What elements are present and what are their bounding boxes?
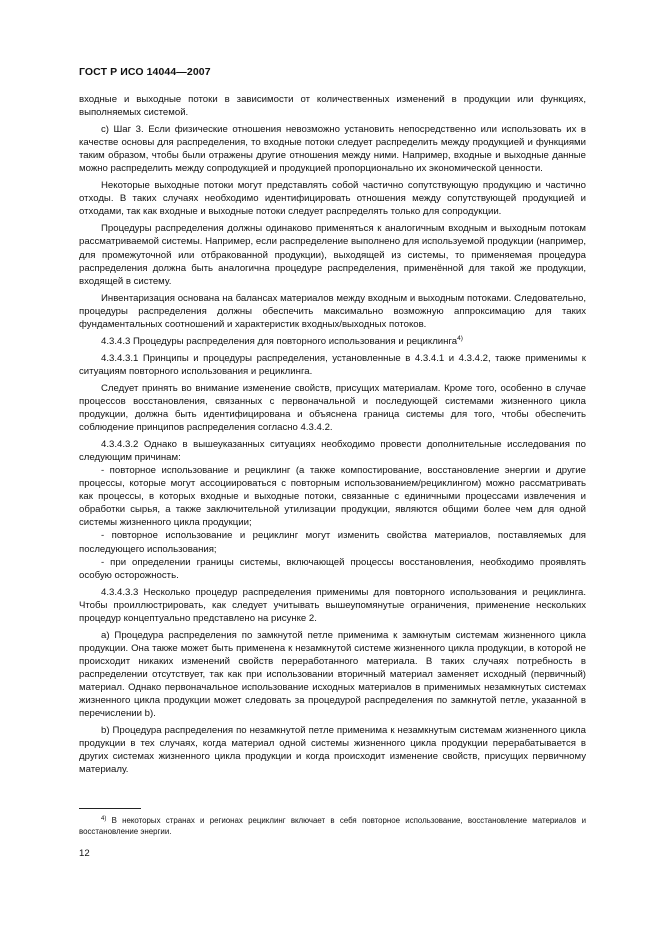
list-item-reuse-recycling: - повторное использование и рециклинг (а также компостирование, восстановление энергии и другие процессы, которые могут ассоциироваться с повторным использованием/рециклингом) можно рассматривать как процессы, в которых входные и выходные потоки, связанные с единичными процессами извлечения и обработки сырья, а также заключительной утилизации продукции, являются общими более чем для одной системы жизненного цикла продукции; [79, 465, 586, 529]
paragraph-material-properties: Следует принять во внимание изменение свойств, присущих материалам. Кроме того, особенно в случае процессов восстановления, связанных с первоначальной и последующей системами жизненного цикла продукции, должна быть идентифицирована и объяснена граница системы для того, чтобы обеспечить соблюдение принципов распределения согласно 4.3.4.2. [79, 382, 586, 434]
footnote-text: В некоторых странах и регионах рециклинг включает в себя повторное использование, восстановление материалов и восстановление энергии. [79, 816, 586, 836]
footnote-reference: 4) [457, 334, 463, 342]
main-text [79, 93, 586, 780]
document-header: ГОСТ Р ИСО 14044—2007 [79, 66, 211, 78]
list-item-property-change: - повторное использование и рециклинг могут изменить свойства материалов, поставляемых для последующего использования; [79, 530, 586, 555]
footnote-marker: 4) [101, 816, 107, 822]
paragraph-output-flows: Некоторые выходные потоки могут представлять собой частично сопутствующую продукцию и частично отходы. В таких случаях необходимо идентифицировать отношения между сопутствующей продукцией и отходами, так как входные и выходные потоки следует распределять только для сопродукции. [79, 180, 586, 218]
paragraph-step-3: с) Шаг 3. Если физические отношения невозможно установить непосредственно или использовать их в качестве основы для распределения, то входные потоки следует распределить между продукцией и функциями таким образом, чтобы были отражены другие отношения между ними. Например, входные и выходные данные можно распределить между сопродукцией и продукцией пропорционально их экономической ценности. [79, 124, 586, 175]
footnote-separator [79, 808, 141, 809]
paragraph-4-3-4-3-1: 4.3.4.3.1 Принципы и процедуры распределения, установленные в 4.3.4.1 и 4.3.4.2, также применимы к ситуациям повторного использования и рециклинга. [79, 352, 586, 377]
section-heading-text: 4.3.4.3 Процедуры распределения для повторного использования и рециклинга [101, 335, 458, 347]
footnote [79, 815, 586, 837]
page-number: 12 [79, 848, 90, 859]
list-item-closed-loop: a) Процедура распределения по замкнутой петле применима к замкнутым системам жизненного цикла продукции. Она также может быть применена к незамкнутой системе жизненного цикла продукции, в которой не происходит никаких изменений свойств переработанного материала. В таких случаях потребность в распределении отсутствует, так как при использовании вторичный материал заменяет исходный (первичный) материал. Однако первоначальное использование исходных материалов в применимых незамкнутых системах жизненного цикла продукции может следовать за процедурой распределения по замкнутой петле, указанной в перечислении b). [79, 629, 586, 720]
paragraph-allocation-procedures: Процедуры распределения должны одинаково применяться к аналогичным входным и выходным потокам рассматриваемой системы. Например, если распределение выполнено для используемой продукции (например, для промежуточной или отбракованной продукции), выходящей из системы, то применяемая процедура распределения должна быть аналогична процедуре распределения, применённой для такой же продукции, входящей в систему. [79, 223, 586, 287]
paragraph-4-3-4-3-3: 4.3.4.3.3 Несколько процедур распределения применимы для повторного использования и рециклинга. Чтобы проиллюстрировать, как следует учитывать вышеупомянутые ограничения, применение нескольких процедур концептуально представлено на рисунке 2. [79, 586, 586, 624]
paragraph-continuation: входные и выходные потоки в зависимости от количественных изменений в продукции или функциях, выполняемых системой. [79, 94, 586, 119]
section-heading-4-3-4-3 [79, 335, 586, 348]
list-item-system-boundary: - при определении границы системы, включающей процессы восстановления, необходимо проявлять особую осторожность. [79, 556, 586, 581]
paragraph-4-3-4-3-2: 4.3.4.3.2 Однако в вышеуказанных ситуациях необходимо провести дополнительные исследования по следующим причинам: [79, 439, 586, 464]
list-item-open-loop: b) Процедура распределения по незамкнутой петле применима к незамкнутым системам жизненного цикла продукции в тех случаях, когда материал одной системы жизненного цикла продукции перерабатывается в других системах жизненного цикла продукции и когда происходит изменение свойств, присущих первичному материалу. [79, 725, 586, 776]
paragraph-inventory: Инвентаризация основана на балансах материалов между входным и выходным потоками. Следовательно, процедуры распределения должны обеспечить максимально возможную аппроксимацию для таких фундаментальных соотношений и характеристик входных/выходных потоков. [79, 292, 586, 330]
